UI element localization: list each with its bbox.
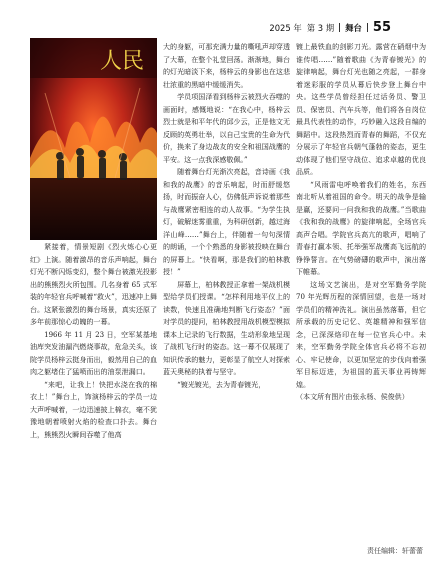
paragraph: 这场文艺演出，是对空军勤务学院 70 年光辉历程的深情回望，也是一场对学员们的精神洗礼。演出虽然落幕，但它所承载的历史记忆、英雄精神和强军信念，已深深烙印在每一位官兵心中。未来，空军勤务学院全体官兵必将不忘初心、牢记使命，以更加坚定的步伐向着强军目标迈进，为祖国的蓝天事业再铸辉煌。 xyxy=(296,279,426,389)
issue-number: 第 3 期 xyxy=(306,22,335,33)
page-header xyxy=(269,20,391,35)
page-number: 55 xyxy=(372,20,391,35)
paragraph: 1966 年 11 月 23 日，空军某基地油库突发油漏汽燃烧事故，危急关头，该院学员杨梓云挺身而出，毅然用自己的血肉之躯堵住了猛喷而出的油泵泄漏口。 xyxy=(30,329,157,376)
article-column-2 xyxy=(163,41,290,567)
paragraph: 学员项国泽看到杨梓云被烈火吞噬的画面时，感慨地说：“在我心中，杨梓云烈士就是和平年代的邱少云，正是他文无反顾的英勇壮举，以自己宝贵的生命为代价，换来了身边战友的安全和祖国战鹰的平安。这一点我深感敬佩。” xyxy=(163,92,290,164)
stage-performance-photo xyxy=(30,38,157,240)
paragraph: 紧接着，情景短剧《烈火炼心心更红》上演。随着激昂的音乐声响起，舞台灯光不断闪烁变幻，整个舞台被激光投影出的熊熊烈火所包围。几名身着 65 式军装的年轻官兵呼喊着“救火”，迅速冲上舞台。这紧张激烈的舞台场景，真实还原了多年前那惊心动魄的一幕。 xyxy=(30,242,157,326)
article-column-3 xyxy=(296,41,426,567)
issue-year: 2025 年 xyxy=(269,22,302,33)
paragraph: 随着舞台灯光渐次亮起，音诗画《我和我的战鹰》的音乐响起，时而舒缓悠扬，时而振奋人心，仿佛低声诉说着那些与战鹰紧密相连的动人故事。“为学生执灯，破解迷雾重重，为科研创新，越过海洋山峰……”舞台上，伴随着一句句深情的朗诵，一个个熟悉的身影被投映在舞台的屏幕上。“快看啊，那是我们的柏林教授！” xyxy=(163,167,290,276)
paragraph: 屏幕上，柏林教授正拿着一架战机模型给学员们授课。“怎样利用地平仪上的读数，快速且准确地判断飞行姿态？”面对学员的提问，柏林教授用战机模型模拟课本上记录的飞行数据，生动形象地呈现了战机飞行时的姿态。这一幕不仅展现了知识传承的魅力，更彰显了航空人对探索蓝天奥秘的执着与坚守。 xyxy=(163,279,290,376)
paragraph: 大的身躯，可那充满力量的嘶吼声却穿透了大幕，在整个礼堂回荡。渐渐地，舞台的灯光暗淡下来，杨梓云的身影也在这悲壮浓重的黑暗中缓缓消失。 xyxy=(163,42,290,89)
article-column-1 xyxy=(30,241,157,567)
stage-banner-text: 人民 xyxy=(100,49,145,74)
header-divider xyxy=(367,23,368,32)
paragraph: “镀光镀光，去为青春镀光， xyxy=(177,379,266,389)
stage-illustration xyxy=(30,38,157,240)
paragraph: “来吧，让我上！快把水浇在我的棉衣上！”舞台上，饰演杨梓云的学员一边大声呼喊着，一边迅速披上棉衣，毫不犹豫地朝着喷射火焰的检查口扑去。舞台上，熊熊烈火瞬间吞噬了他高 xyxy=(30,379,157,439)
paragraph: “风雨雷电呼唤着我们的姓名，东西南北听从着祖国的命令。明天的战争是输是赢，还要问一问我和我的战鹰。”当歌曲《我和我的战鹰》的旋律响起，全场官兵高声合唱。学院官兵高亢的歌声，唱响了青春打赢本领、托举强军战鹰高飞远航的铮铮誓言。在气势磅礴的歌声中，演出落下帷幕。 xyxy=(296,179,426,276)
header-divider xyxy=(339,23,340,32)
paragraph: 镀上最铁血的剑影刀光。露营在硝烟中为谁传唱……”随着歌曲《为青春镀光》的旋律响起，舞台灯光也随之亮起，一群身着迷彩服的学员从幕后快步登上舞台中央。这些学员曾经担任过话务员、警卫员、保密员、汽车兵等，他们将各自岗位最具代表性的动作，巧妙融入这段自编的舞蹈中。这段热烈而青春的舞蹈，不仅充分展示了年轻官兵朝气蓬勃的姿态，更生动体现了他们坚守战位、追求卓越的优良品质。 xyxy=(296,42,426,176)
photo-credit: （本文所有图片由张永杨、侯俊供） xyxy=(296,392,409,401)
section-name: 舞台 xyxy=(345,22,362,33)
editor-credit: 责任编辑：轩蕾蕾 xyxy=(367,547,423,555)
